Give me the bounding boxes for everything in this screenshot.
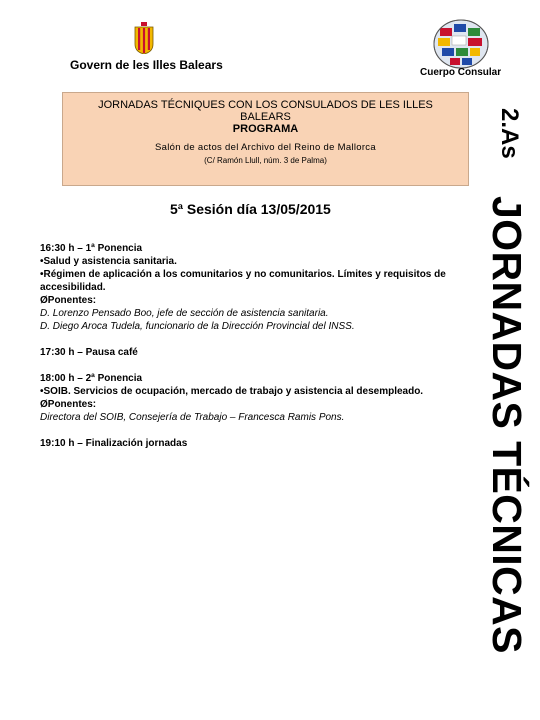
agenda-item-1-time: 16:30 h – 1ª Ponencia [40, 243, 143, 254]
agenda-item-3-time: 18:00 h – 2ª Ponencia [40, 373, 143, 384]
balearic-shield-icon [134, 22, 154, 54]
agenda [40, 242, 470, 450]
agenda-item-2-time: 17:30 h – Pausa café [40, 347, 138, 358]
edition-text: 2.As [496, 108, 523, 159]
agenda-item-3-speakers-label: ØPonentes: [40, 399, 97, 410]
flags-globe-icon [432, 18, 490, 70]
cuerpo-consular-label: Cuerpo Consular [420, 67, 502, 78]
agenda-item-1-bullet-1: •Salud y asistencia sanitaria. [40, 256, 177, 267]
edition-side-label [478, 98, 538, 188]
agenda-item-4-time: 19:10 h – Finalización jornadas [40, 438, 188, 449]
program-header-box [62, 92, 469, 186]
agenda-item-1-speaker-1: D. Lorenzo Pensado Boo, jefe de sección de asistencia sanitaria. [40, 308, 329, 319]
agenda-item-1-speaker-2: D. Diego Aroca Tudela, funcionario de la Dirección Provincial del INSS. [40, 321, 355, 332]
program-title: JORNADAS TÉCNIQUES CON LOS CONSULADOS DE LES ILLES BALEARS [98, 99, 433, 123]
event-side-label [476, 196, 540, 666]
agenda-item-1-speakers-label: ØPonentes: [40, 295, 97, 306]
session-title: 5ª Sesión día 13/05/2015 [170, 201, 331, 217]
agenda-item-1-bullet-2: •Régimen de aplicación a los comunitarios y no comunitarios. Límites y requisitos de accesibilidad. [40, 269, 446, 293]
govern-label: Govern de les Illes Balears [70, 58, 223, 72]
agenda-item-3-speaker-1: Directora del SOIB, Consejería de Trabajo – Francesca Ramis Pons. [40, 412, 345, 423]
address-text: (C/ Ramón Llull, núm. 3 de Palma) [204, 156, 327, 165]
venue-text: Salón de actos del Archivo del Reino de Mallorca [155, 142, 376, 153]
event-text: JORNADAS TÉCNICAS [484, 196, 530, 654]
program-subtitle: PROGRAMA [232, 123, 299, 135]
agenda-item-3-bullet-1: •SOIB. Servicios de ocupación, mercado de trabajo y asistencia al desempleado. [40, 386, 424, 397]
